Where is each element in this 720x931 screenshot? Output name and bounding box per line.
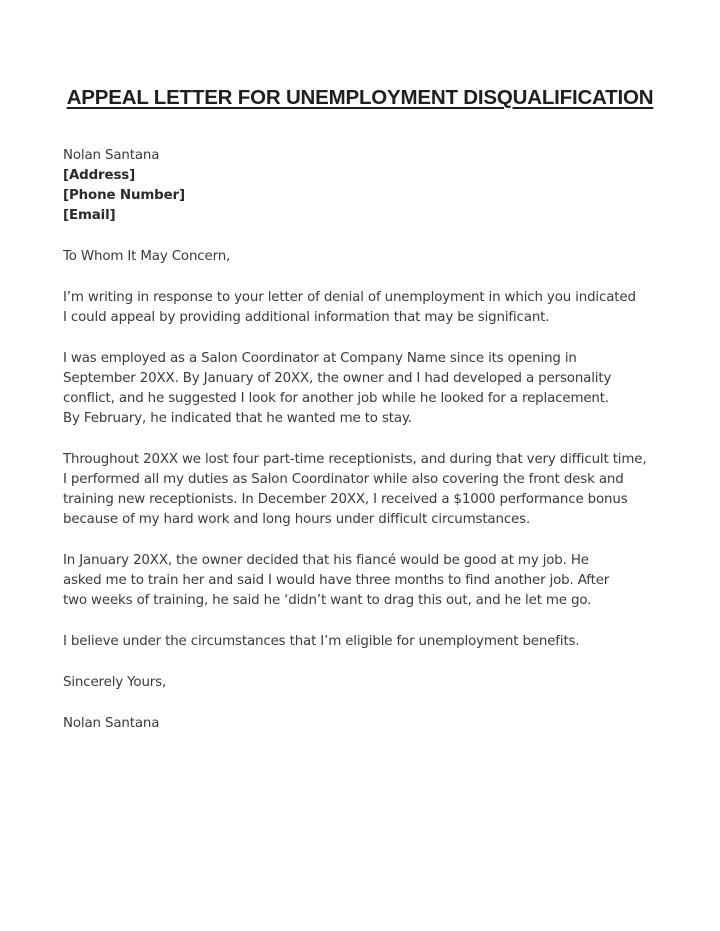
paragraph-line: asked me to train her and said I would have three months to find another job. After <box>63 573 610 588</box>
paragraph-1 <box>63 288 663 328</box>
paragraph-line: September 20XX. By January of 20XX, the owner and I had developed a personality <box>63 371 612 386</box>
salutation: To Whom It May Concern, <box>63 249 231 264</box>
paragraph-line: I performed all my duties as Salon Coordinator while also covering the front desk and <box>63 472 624 487</box>
sender-email: [Email] <box>63 208 116 223</box>
sender-address: [Address] <box>63 168 136 183</box>
closing: Sincerely Yours, <box>63 675 167 690</box>
paragraph-line: I’m writing in response to your letter of denial of unemployment in which you indicated <box>63 290 636 305</box>
paragraph-line: I believe under the circumstances that I’m eligible for unemployment benefits. <box>63 634 580 649</box>
sender-block <box>63 146 663 226</box>
paragraph-3 <box>63 450 663 530</box>
paragraph-line: training new receptionists. In December 20XX, I received a $1000 performance bonus <box>63 492 628 507</box>
sender-name: Nolan Santana <box>63 148 160 163</box>
paragraph-line: conflict, and he suggested I look for another job while he looked for a replacement. <box>63 391 609 406</box>
paragraph-line: Throughout 20XX we lost four part-time receptionists, and during that very difficult time, <box>63 452 647 467</box>
paragraph-line: two weeks of training, he said he ‘didn’t want to drag this out, and he let me go. <box>63 593 592 608</box>
paragraph-5 <box>63 632 663 652</box>
paragraph-line: because of my hard work and long hours under difficult circumstances. <box>63 512 531 527</box>
sender-phone: [Phone Number] <box>63 188 185 203</box>
signature: Nolan Santana <box>63 716 160 731</box>
letter-body <box>63 146 663 734</box>
paragraph-line: By February, he indicated that he wanted me to stay. <box>63 411 412 426</box>
letter-title: APPEAL LETTER FOR UNEMPLOYMENT DISQUALIFICATION <box>66 86 654 109</box>
paragraph-line: I could appeal by providing additional information that may be significant. <box>63 310 550 325</box>
paragraph-2 <box>63 349 663 429</box>
paragraph-4 <box>63 551 663 611</box>
paragraph-line: In January 20XX, the owner decided that his fiancé would be good at my job. He <box>63 553 589 568</box>
paragraph-line: I was employed as a Salon Coordinator at Company Name since its opening in <box>63 351 577 366</box>
